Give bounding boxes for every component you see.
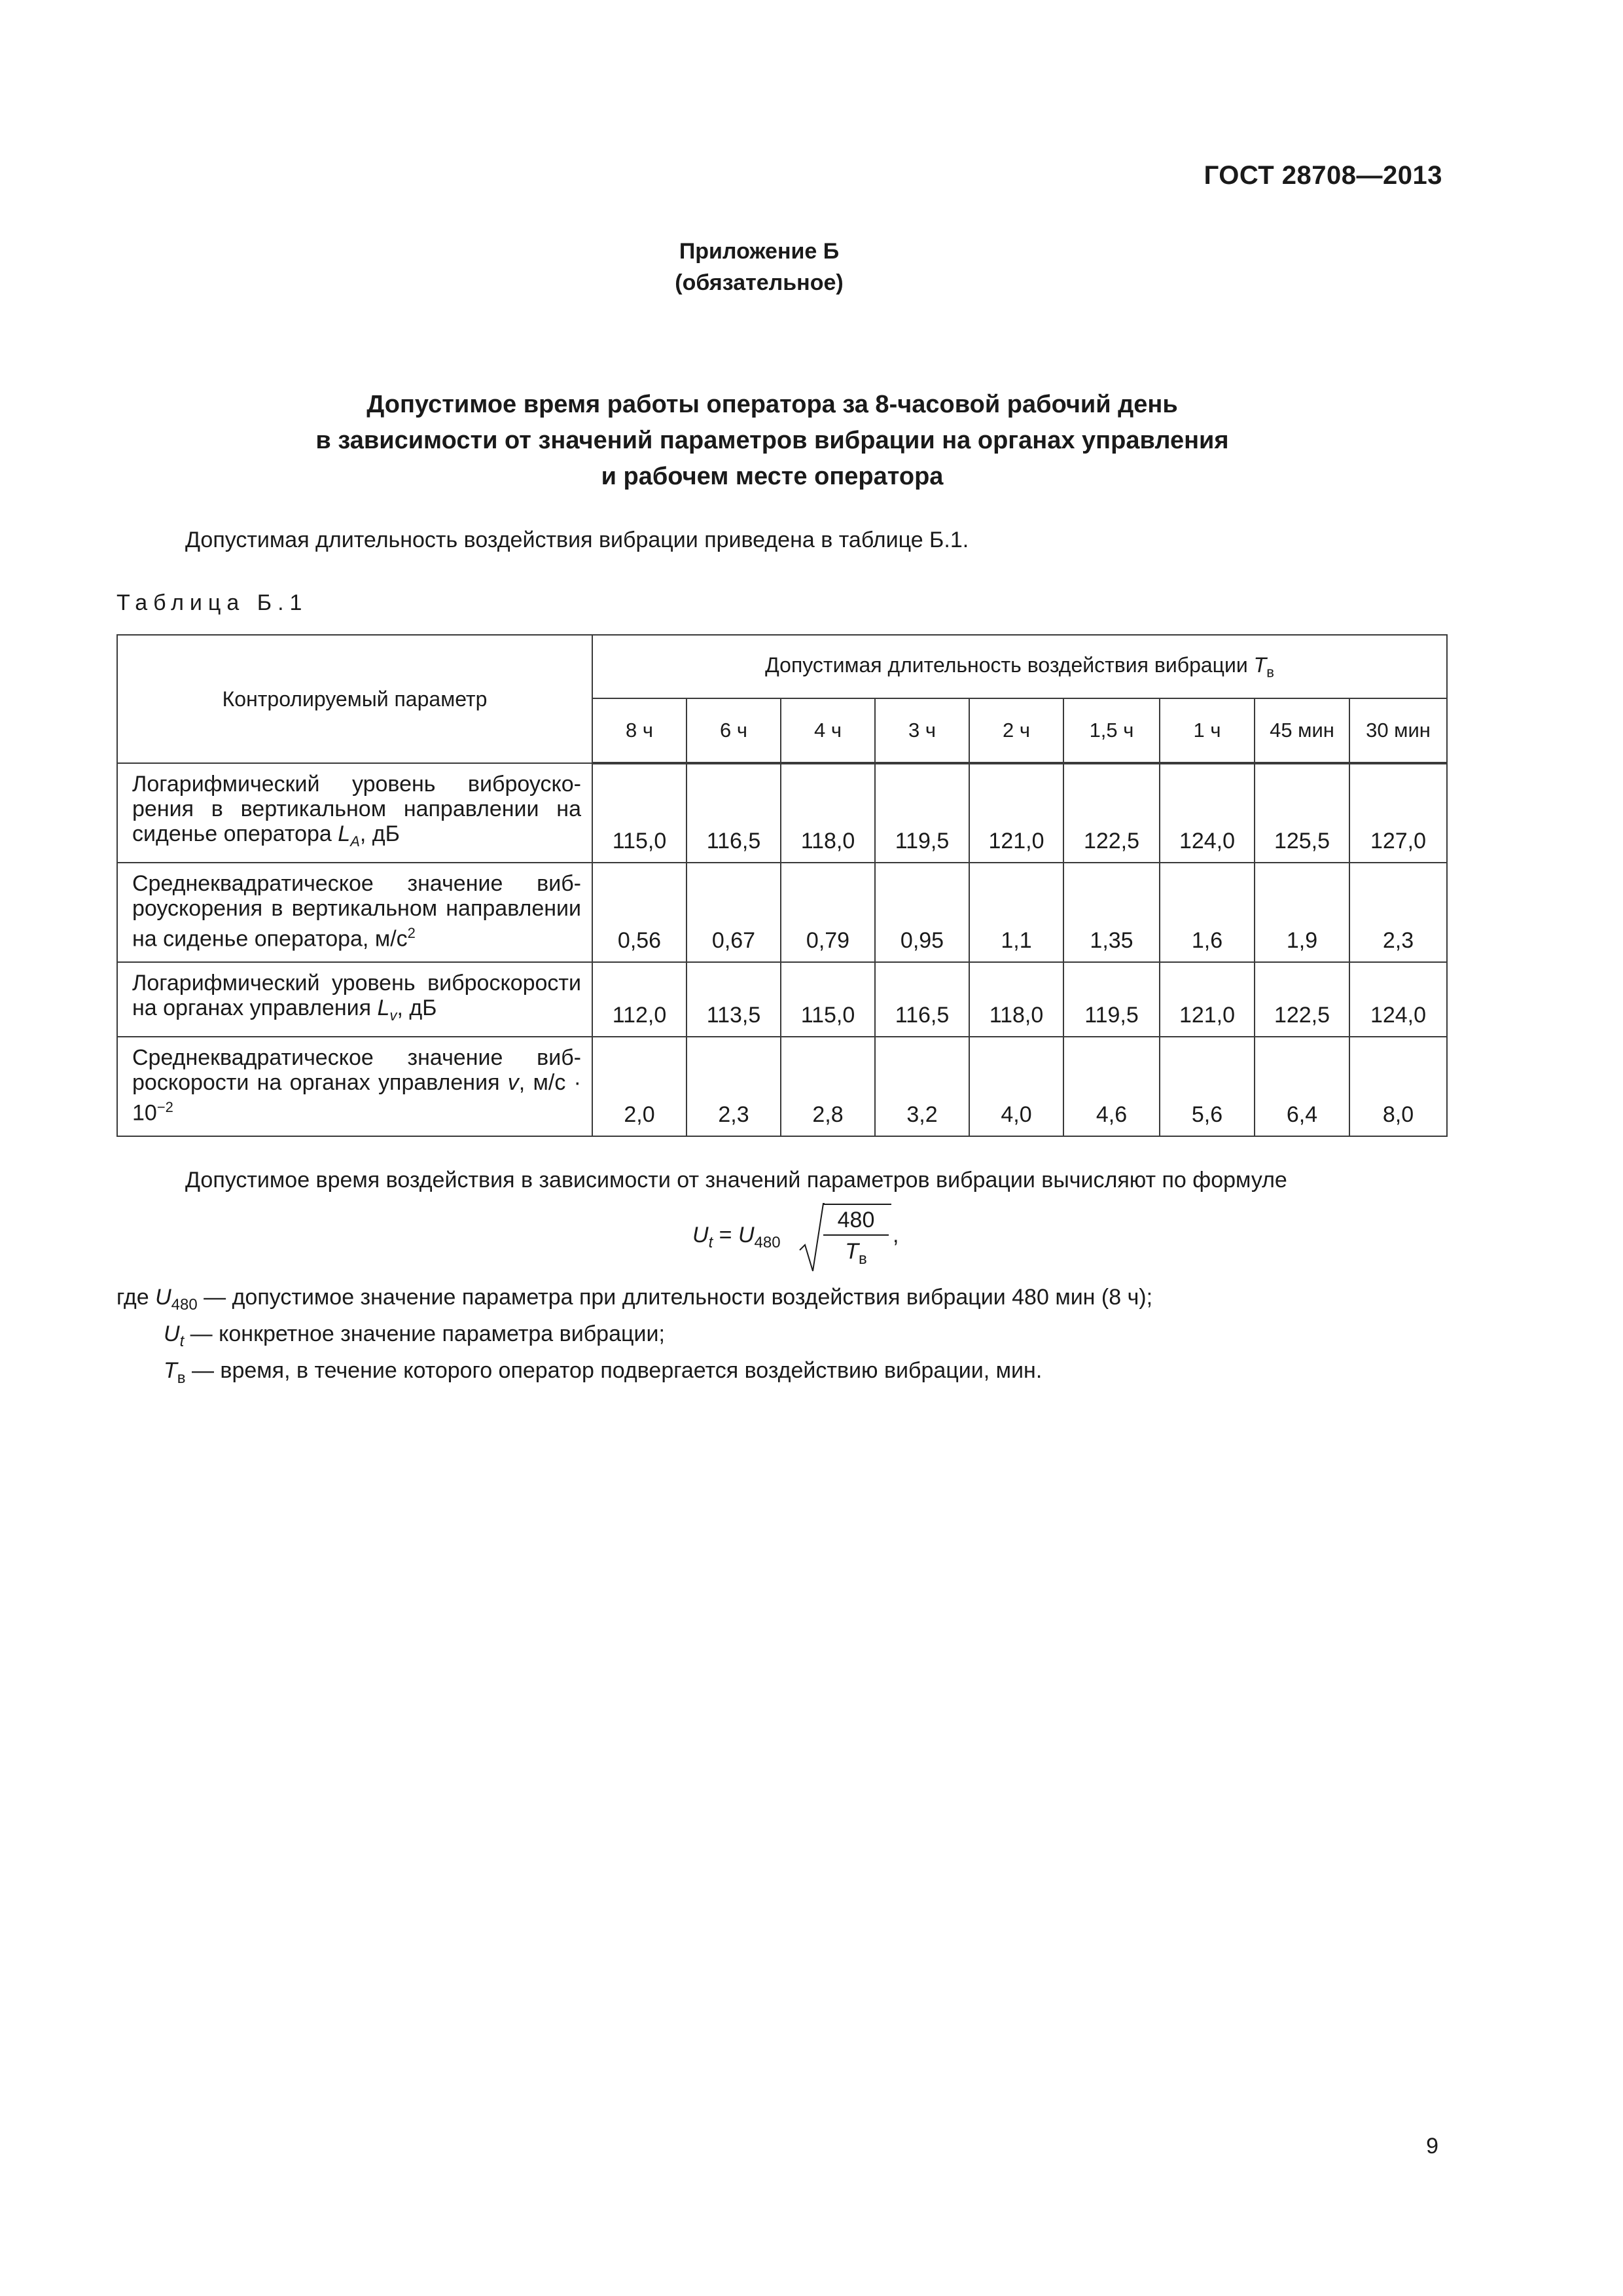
param-unit: , дБ: [397, 996, 437, 1020]
value-cell: 0,79: [781, 863, 875, 962]
duration-symbol: T: [1253, 653, 1267, 677]
table-row: [117, 1037, 1447, 1136]
duration-header-cell: 8 ч: [592, 698, 687, 763]
value-cell: 0,56: [592, 863, 687, 962]
duration-header-cell: 1 ч: [1160, 698, 1255, 763]
duration-header-cell: 30 мин: [1349, 698, 1447, 763]
page-number: 9: [1426, 2134, 1438, 2159]
param-unit-sup: 2: [407, 925, 416, 941]
value-cell: 0,95: [875, 863, 969, 962]
formula-lhs-sub: t: [708, 1233, 713, 1251]
param-cell-text: [132, 1045, 581, 1125]
value-cell: 2,0: [592, 1037, 687, 1136]
legend-symbol: T: [164, 1357, 177, 1383]
param-column-header: Контролируемый параметр: [117, 635, 592, 763]
formula-lhs: [692, 1223, 781, 1252]
formula-rhs-symbol: U: [738, 1223, 755, 1247]
param-cell-text: [132, 772, 581, 854]
duration-header-cell: 2 ч: [969, 698, 1063, 763]
value-cell: 2,8: [781, 1037, 875, 1136]
formula-lhs-symbol: U: [692, 1223, 709, 1247]
table-row: [117, 863, 1447, 962]
value-cell: 1,1: [969, 863, 1063, 962]
param-text: Среднеквадратическое значение виброскорости на органах управления: [132, 1045, 581, 1095]
vibration-table: [116, 634, 1448, 1137]
value-cell: 122,5: [1255, 962, 1349, 1037]
denominator-sub: в: [859, 1249, 867, 1268]
param-symbol-sub: A: [350, 833, 360, 850]
param-text: Логарифмический уровень виброускорения в вертикальном направлении на сиденье оператора: [132, 772, 581, 846]
value-cell: 118,0: [781, 763, 875, 863]
duration-header-cell: 3 ч: [875, 698, 969, 763]
duration-header-cell: 6 ч: [687, 698, 781, 763]
radical-bar: [823, 1204, 891, 1205]
value-cell: 4,0: [969, 1037, 1063, 1136]
param-text: Среднеквадратическое значение виброускорения в вертикальном направлении на сиденье оператора, м/с: [132, 871, 581, 952]
legend-where: где: [116, 1285, 156, 1310]
value-cell: 121,0: [969, 763, 1063, 863]
value-cell: 4,6: [1063, 1037, 1160, 1136]
duration-group-header: [592, 635, 1447, 698]
formula-fraction: [823, 1206, 889, 1275]
value-cell: 0,67: [687, 863, 781, 962]
heading-line-3: и рабочем месте оператора: [601, 463, 944, 490]
annex-title: Приложение Б: [679, 239, 840, 264]
param-text: Логарифмический уровень виброскорости на органах управления: [132, 971, 581, 1020]
value-cell: 125,5: [1255, 763, 1349, 863]
value-cell: 2,3: [1349, 863, 1447, 962]
value-cell: 1,35: [1063, 863, 1160, 962]
legend-text: — допустимое значение параметра при длительности воздействия вибрации 480 мин (8 ч);: [197, 1285, 1153, 1310]
table-row: [117, 763, 1447, 863]
annex-block: [0, 236, 1623, 298]
legend-item: [116, 1319, 1152, 1356]
standard-code: ГОСТ 28708—2013: [1204, 161, 1442, 190]
value-cell: 113,5: [687, 962, 781, 1037]
param-cell: [117, 962, 592, 1037]
param-symbol: L: [377, 996, 390, 1020]
value-cell: 3,2: [875, 1037, 969, 1136]
param-unit-sup: −2: [156, 1099, 173, 1115]
legend-symbol: U: [164, 1321, 180, 1346]
value-cell: 8,0: [1349, 1037, 1447, 1136]
denominator-symbol: T: [845, 1239, 859, 1264]
table-row: [117, 962, 1447, 1037]
param-unit: , м/с · 10: [132, 1070, 581, 1126]
legend-item: [116, 1283, 1152, 1319]
legend-sub: 480: [171, 1295, 198, 1314]
duration-header-text: Допустимая длительность воздействия вибрации: [765, 653, 1248, 677]
sqrt-icon: [798, 1202, 825, 1274]
heading-line-2: в зависимости от значений параметров вибрации на органах управления: [315, 427, 1229, 454]
value-cell: 119,5: [875, 763, 969, 863]
value-cell: 6,4: [1255, 1037, 1349, 1136]
table-caption: Таблица Б.1: [116, 590, 308, 615]
param-cell: [117, 863, 592, 962]
value-cell: 115,0: [592, 763, 687, 863]
formula-legend: [116, 1283, 1152, 1392]
fraction-denominator: [823, 1236, 889, 1275]
value-cell: 5,6: [1160, 1037, 1255, 1136]
param-symbol: L: [338, 821, 351, 846]
legend-symbol: U: [155, 1285, 171, 1310]
value-cell: 124,0: [1349, 962, 1447, 1037]
value-cell: 1,6: [1160, 863, 1255, 962]
value-cell: 115,0: [781, 962, 875, 1037]
section-heading: [0, 387, 1623, 495]
duration-header-cell: 45 мин: [1255, 698, 1349, 763]
formula-equals: =: [713, 1223, 738, 1247]
duration-symbol-sub: в: [1266, 663, 1274, 680]
value-cell: 127,0: [1349, 763, 1447, 863]
formula-rhs-sub: 480: [754, 1233, 781, 1251]
value-cell: 112,0: [592, 962, 687, 1037]
value-cell: 1,9: [1255, 863, 1349, 962]
duration-header-cell: 1,5 ч: [1063, 698, 1160, 763]
legend-text: — конкретное значение параметра вибрации;: [184, 1321, 665, 1346]
legend-text: — время, в течение которого оператор подвергается воздействию вибрации, мин.: [185, 1357, 1043, 1383]
param-unit: , дБ: [359, 821, 400, 846]
value-cell: 118,0: [969, 962, 1063, 1037]
legend-sub: t: [179, 1332, 185, 1350]
legend-item: [116, 1356, 1152, 1393]
duration-header-cell: 4 ч: [781, 698, 875, 763]
param-cell-text: [132, 971, 581, 1028]
param-cell: [117, 763, 592, 863]
param-cell-text: [132, 871, 581, 951]
param-symbol: v: [507, 1070, 519, 1095]
formula-intro: Допустимое время воздействия в зависимости от значений параметров вибрации вычисляют по формуле: [185, 1168, 1287, 1193]
legend-sub: в: [177, 1369, 186, 1387]
annex-status: (обязательное): [675, 270, 844, 295]
value-cell: 119,5: [1063, 962, 1160, 1037]
param-cell: [117, 1037, 592, 1136]
value-cell: 122,5: [1063, 763, 1160, 863]
formula-comma: ,: [893, 1223, 899, 1247]
value-cell: 2,3: [687, 1037, 781, 1136]
fraction-numerator: 480: [823, 1206, 889, 1236]
value-cell: 116,5: [687, 763, 781, 863]
value-cell: 124,0: [1160, 763, 1255, 863]
value-cell: 116,5: [875, 962, 969, 1037]
table-body: [117, 763, 1447, 1136]
value-cell: 121,0: [1160, 962, 1255, 1037]
intro-paragraph: Допустимая длительность воздействия вибрации приведена в таблице Б.1.: [185, 528, 969, 552]
heading-line-1: Допустимое время работы оператора за 8-часовой рабочий день: [366, 391, 1178, 418]
param-symbol-sub: v: [389, 1007, 397, 1024]
